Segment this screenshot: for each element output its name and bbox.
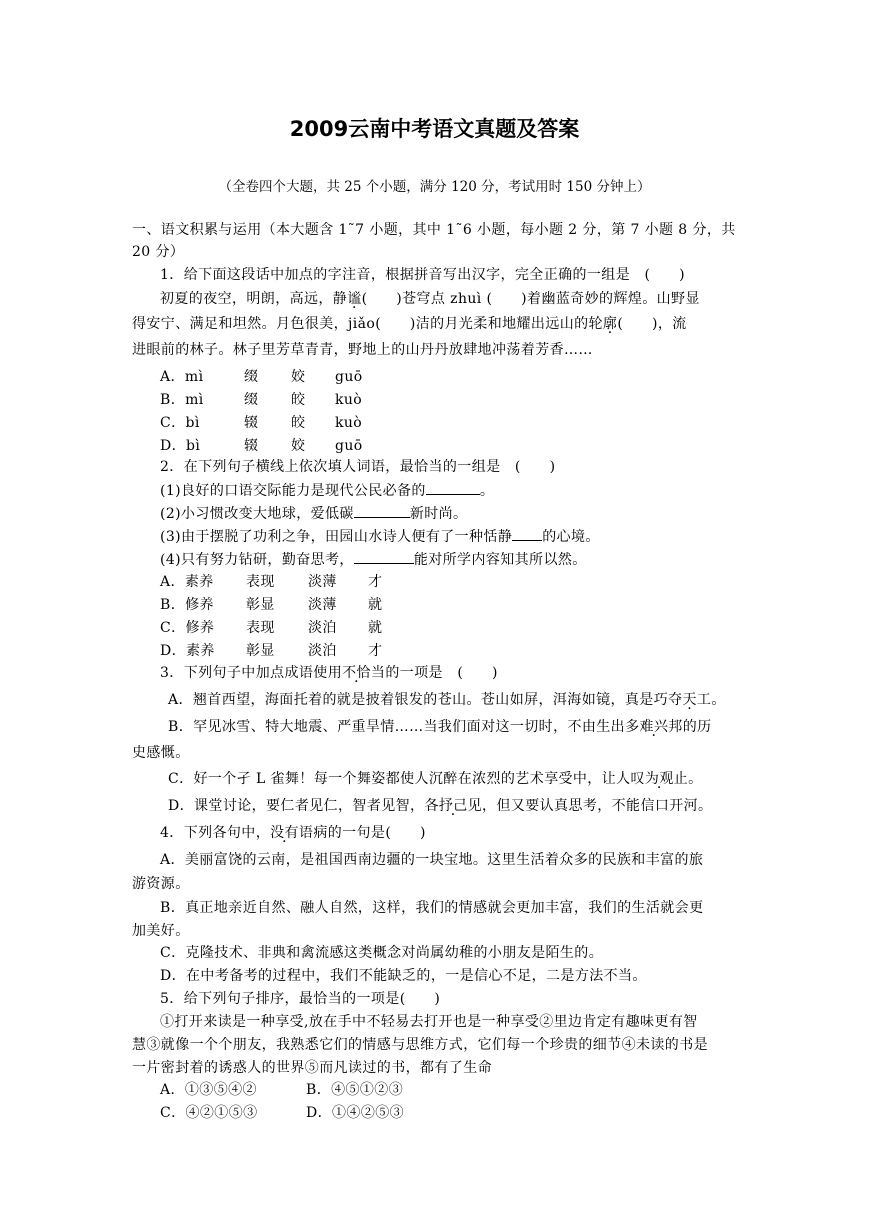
q4-option-a: A．美丽富饶的云南，是祖国西南边疆的一块宝地。这里生活着众多的民族和丰富的旅 [160, 852, 704, 868]
q4-option-d: D．在中考备考的过程中，我们不能缺乏的，一是信心不足，二是方法不当。 [160, 968, 647, 984]
q5-passage-line: 一片密封着的诱惑人的世界⑤而凡读过的书，都有了生命 [132, 1060, 492, 1076]
q3-option-b: B．罕见冰雪、特大地震、严重旱情……当我们面对这一切时，不由生出多难兴邦的历 [168, 719, 712, 735]
emphasis-dot-char: 廓 [602, 316, 618, 332]
q2-option-a: A．素养 表现 淡薄 才 [160, 574, 383, 590]
q5-option-c: C．④②①⑤③ [160, 1105, 258, 1121]
emphasis-dot-char: 没有 [270, 825, 299, 841]
q1-option-b: B．mì 缀 皎 kuò [160, 392, 363, 408]
q1-stem: 1．给下面这段话中加点的字注音，根据拼音写出汉字，完全正确的一组是 ( ) [160, 267, 686, 283]
q5-options-row [160, 1102, 404, 1124]
emphasis-dot-char: 叹为观止 [630, 771, 689, 787]
q2-option-b: B．修养 彰显 淡薄 就 [160, 597, 383, 613]
q4-option-a-cont: 游资源。 [132, 876, 190, 892]
q5-option-a: A．①③⑤④② [160, 1082, 257, 1098]
q5-options-row [160, 1079, 403, 1101]
exam-instructions: （全卷四个大题，共 25 个小题，满分 120 分，考试用时 150 分钟上） [218, 179, 651, 195]
q1-option-a: A．mì 缀 姣 guō [160, 369, 363, 385]
q3-option-c: C．好一个孑 L 雀舞！每一个舞姿都使人沉醉在浓烈的艺术享受中，让人叹为观止。 [168, 771, 703, 787]
q5-option-b: B．④⑤①②③ [306, 1082, 404, 1098]
q5-passage-line: 慧③就像一个个朋友，我熟悉它们的情感与思维方式，它们每一个珍贵的细节④未读的书是 [132, 1037, 708, 1053]
emphasis-dot-char: 不恰 [342, 665, 371, 681]
q5-stem: 5．给下列句子排序，最恰当的一项是( ) [160, 991, 441, 1007]
q3-stem: 3．下列句子中加点成语使用不恰当的一项是 ( ) [160, 665, 498, 681]
q1-option-d: D．bì 辍 姣 guō [160, 438, 363, 454]
q3-option-d: D．课堂讨论，要仁者见仁，智者见智，各抒己见，但又要认真思考，不能信口开河。 [168, 798, 713, 814]
q3-option-b-cont: 史感慨。 [132, 745, 190, 761]
q4-stem: 4．下列各句中，没有语病的一句是( ) [160, 825, 426, 841]
page-title: 2009云南中考语文真题及答案 [289, 117, 580, 141]
fill-blank [354, 503, 410, 518]
q1-passage-line: 得安宁、满足和坦然。月色很美，jiǎo( )洁的月光柔和地耀出远山的轮廓( )，流 [132, 316, 687, 332]
emphasis-dot-char: 各抒己见 [424, 798, 483, 814]
q1-option-c: C．bì 辍 皎 kuò [160, 415, 363, 431]
q1-passage-line: 初夏的夜空，明朗，高远，静谧( )苍穹点 zhuì ( )着幽蓝奇妙的辉煌。山野显 [160, 291, 700, 307]
fill-blank [426, 480, 480, 495]
q2-sentence: (4)只有努力钻研，勤奋思考， 能对所学内容知其所以然。 [160, 549, 587, 571]
q2-stem: 2．在下列句子横线上依次填人词语，最恰当的一组是 ( ) [160, 459, 556, 475]
q4-option-b-cont: 加美好。 [132, 923, 190, 939]
emphasis-dot-char: 谧 [347, 291, 362, 307]
q4-option-b: B．真正地亲近自然、融人自然，这样，我们的情感就会更加丰富，我们的生活就会更 [160, 900, 704, 916]
q5-option-d: D．①④②⑤③ [306, 1105, 405, 1121]
section-heading: 一、语文积累与运用（本大题含 1˜7 小题，其中 1˜6 小题，每小题 2 分，第 7 小题 8 分，共 [132, 222, 736, 238]
emphasis-dot-char: 多难兴邦 [625, 719, 683, 735]
q2-option-d: D．素养 彰显 淡泊 才 [160, 643, 383, 659]
q2-option-c: C．修养 表现 淡泊 就 [160, 620, 383, 636]
q2-sentence: (1)良好的口语交际能力是现代公民必备的 。 [160, 480, 494, 502]
fill-blank [354, 549, 414, 564]
q5-passage-line: ①打开来读是一种享受,放在手中不轻易去打开也是一种享受②里边肯定有趣味更有智 [160, 1014, 698, 1030]
section-heading-cont: 20 分） [132, 244, 185, 260]
q4-option-c: C．克隆技术、非典和禽流感这类概念对尚属幼稚的小朋友是陌生的。 [160, 945, 604, 961]
q2-sentence: (3)由于摆脱了功利之争，田园山水诗人便有了一种恬静 的心境。 [160, 526, 600, 548]
q1-passage-line: 进眼前的林子。林子里芳草青青，野地上的山丹丹放肆地冲荡着芳香…… [132, 342, 593, 358]
fill-blank [512, 526, 542, 541]
q3-option-a: A．翘首西望，海面托着的就是披着银发的苍山。苍山如屏，洱海如镜，真是巧夺天工。 [168, 692, 726, 708]
emphasis-dot-char: 夺天工 [668, 692, 712, 708]
q2-sentence: (2)小习惯改变大地球，爱低碳 新时尚。 [160, 503, 467, 525]
